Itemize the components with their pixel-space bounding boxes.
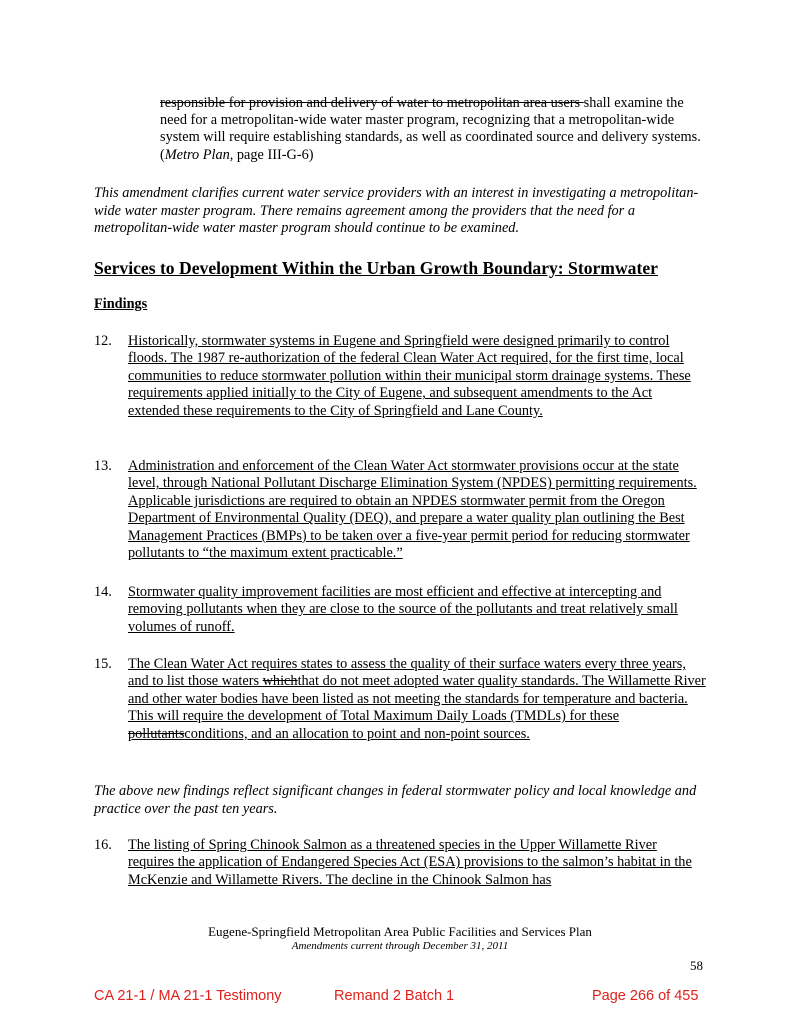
quote-citation-page: page III-G-6) xyxy=(233,146,314,163)
policy-quote xyxy=(160,95,705,164)
finding-number: 13. xyxy=(94,458,112,474)
quote-citation-title: Metro Plan, xyxy=(164,146,234,163)
findings-heading: Findings xyxy=(94,296,148,312)
page-count-stamp: Page 266 of 455 xyxy=(592,988,699,1004)
finding-number: 12. xyxy=(94,333,112,349)
finding-text-part: conditions, and an allocation to point and non-point sources. xyxy=(184,725,530,742)
finding-12 xyxy=(94,333,706,420)
finding-number: 15. xyxy=(94,656,112,672)
batch-stamp: Remand 2 Batch 1 xyxy=(334,988,455,1004)
page-number: 58 xyxy=(690,958,703,973)
footer-subtitle: Amendments current through December 31, 2011 xyxy=(291,940,509,952)
finding-text: Historically, stormwater systems in Eugene and Springfield were designed primarily to control floods. The 1987 re-authorization of the federal Clean Water Act required, for the first time, local communities to reduce stormwater pollution within their municipal storm drainage systems. These requirements applied initially to the City of Eugene, and subsequent amendments to the Act extended these requirements to the City of Springfield and Lane County. xyxy=(128,333,691,419)
finding-number: 14. xyxy=(94,584,112,600)
commentary-paragraph: This amendment clarifies current water service providers with an interest in investigating a metropolitan-wide water master program. There remains agreement among the providers that the need for a metropolitan-wide water master program should continue to be examined. xyxy=(94,185,699,237)
finding-text-part: that do not meet adopted water quality standards. The Willamette River and other water bodies have been listed as not meeting the standards for temperature and bacteria. This will require the development of Total Maximum Daily Loads (TMDLs) for these xyxy=(128,673,706,725)
quote-text: shall examine the need for a metropolitan-wide water master program, recognizing that a metropolitan-wide system will require establishing standards, as well as coordinated source and delivery systems. ( xyxy=(160,95,701,163)
finding-text: Stormwater quality improvement facilities are most efficient and effective at intercepting and removing pollutants when they are close to the source of the pollutants and treat relatively small volumes of runoff. xyxy=(128,584,678,635)
commentary-paragraph: The above new findings reflect significant changes in federal stormwater policy and local knowledge and practice over the past ten years. xyxy=(94,783,697,817)
footer-title: Eugene-Springfield Metropolitan Area Public Facilities and Services Plan xyxy=(208,924,592,939)
section-heading: Services to Development Within the Urban Growth Boundary: Stormwater xyxy=(94,258,658,278)
finding-number: 16. xyxy=(94,837,112,853)
finding-14 xyxy=(94,584,706,636)
finding-text xyxy=(128,656,706,743)
finding-text-part: The Clean Water Act requires states to assess the quality of their surface waters every three years, and to list those waters xyxy=(128,656,686,690)
finding-15 xyxy=(94,656,706,743)
finding-16 xyxy=(94,837,706,889)
struck-text: pollutants xyxy=(128,725,185,742)
finding-13 xyxy=(94,458,706,562)
finding-text: The listing of Spring Chinook Salmon as a threatened species in the Upper Willamette River requires the application of Endangered Species Act (ESA) provisions to the salmon’s habitat in the McKenzie and Willamette Rivers. The decline in the Chinook Salmon has xyxy=(128,837,692,888)
finding-text: Administration and enforcement of the Clean Water Act stormwater provisions occur at the state level, through National Pollutant Discharge Elimination System (NPDES) permitting requirements. Applicable jurisdictions are required to obtain an NPDES stormwater permit from the Oregon Department of Environmental Quality (DEQ), and prepare a water quality plan outlining the Best Management Practices (BMPs) to be taken over a five-year permit period for reducing stormwater pollutants to “the maximum extent practicable.” xyxy=(128,458,697,562)
struck-text: responsible for provision and delivery of water to metropolitan area users xyxy=(160,95,584,111)
struck-text: which xyxy=(262,673,298,690)
testimony-stamp: CA 21-1 / MA 21-1 Testimony xyxy=(94,988,282,1004)
